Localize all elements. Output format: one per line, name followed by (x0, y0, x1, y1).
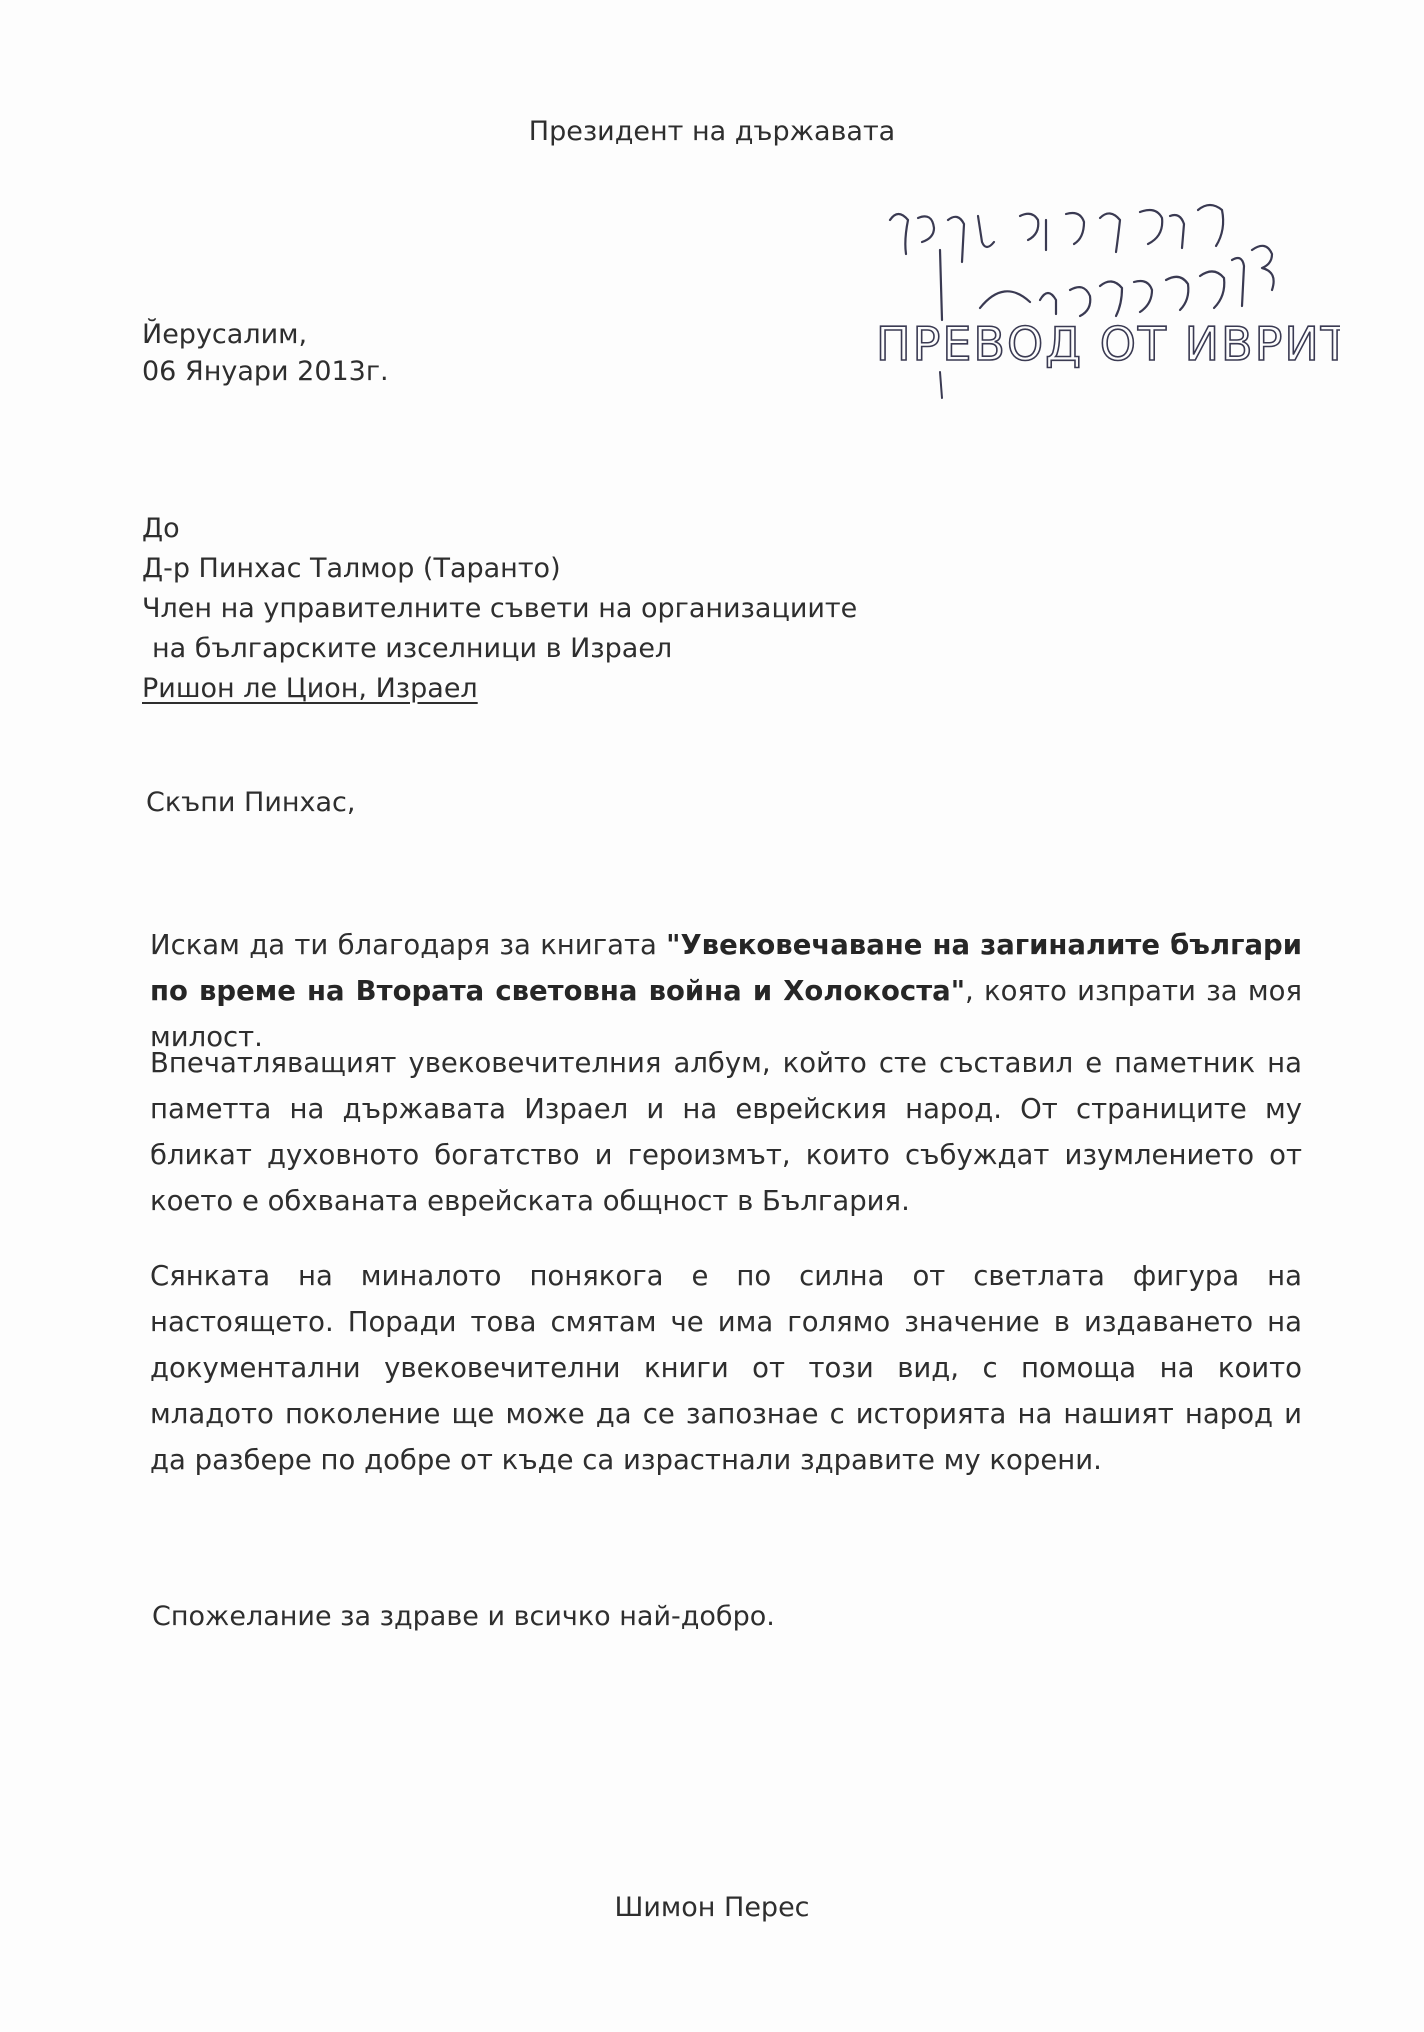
paragraph-thanks-after: , която изпрати за моя милост. (150, 975, 1302, 1053)
recipient-role-line1: Член на управителните съвети на организациите (142, 593, 858, 624)
recipient-to: До (142, 513, 180, 544)
recipient-city: Ришон ле Цион, Израел (142, 673, 478, 704)
translation-mark: ПРЕВОД ОТ ИВРИТ (876, 317, 1340, 371)
signature-name: Шимон Перес (614, 1892, 810, 1923)
paragraph-album: Впечатляващият увековечителния албум, който сте съставил е паметник на паметта на държавата Израел и на еврейския народ. От страниците му бликат духовното богатство и героизмът, които събуждат изумлението от което е обхваната еврейската общност в България. (150, 1047, 1302, 1217)
recipient-name: Д-р Пинхас Талмор (Таранто) (142, 553, 561, 584)
book-title: "Увековечаване на загиналите българи по време на Втората световна война и Холокоста" (150, 929, 1302, 1007)
handwritten-annotation (870, 190, 1340, 450)
letter-place: Йерусалим, (142, 319, 308, 350)
letterhead-title: Президент на държавата (528, 116, 896, 147)
handwriting-drawing (870, 190, 1340, 450)
recipient-role-line2: на българските изселници в Израел (152, 633, 673, 664)
paragraph-thanks-before: Искам да ти благодаря за книгата (150, 929, 667, 961)
closing-wish: Спожелание за здраве и всичко най-добро. (152, 1601, 775, 1632)
paragraph-shadow: Сянката на миналото понякога е по силна от светлата фигура на настоящето. Поради това смятам че има голямо значение в издаването на документални увековечителни книги от този вид, с помоща на които младото поколение ще може да се запознае с историята на нашият народ и да разбере по добре от къде са израстнали здравите му корени. (150, 1260, 1302, 1476)
letter-date: 06 Януари 2013г. (142, 356, 389, 387)
salutation: Скъпи Пинхас, (146, 787, 356, 818)
